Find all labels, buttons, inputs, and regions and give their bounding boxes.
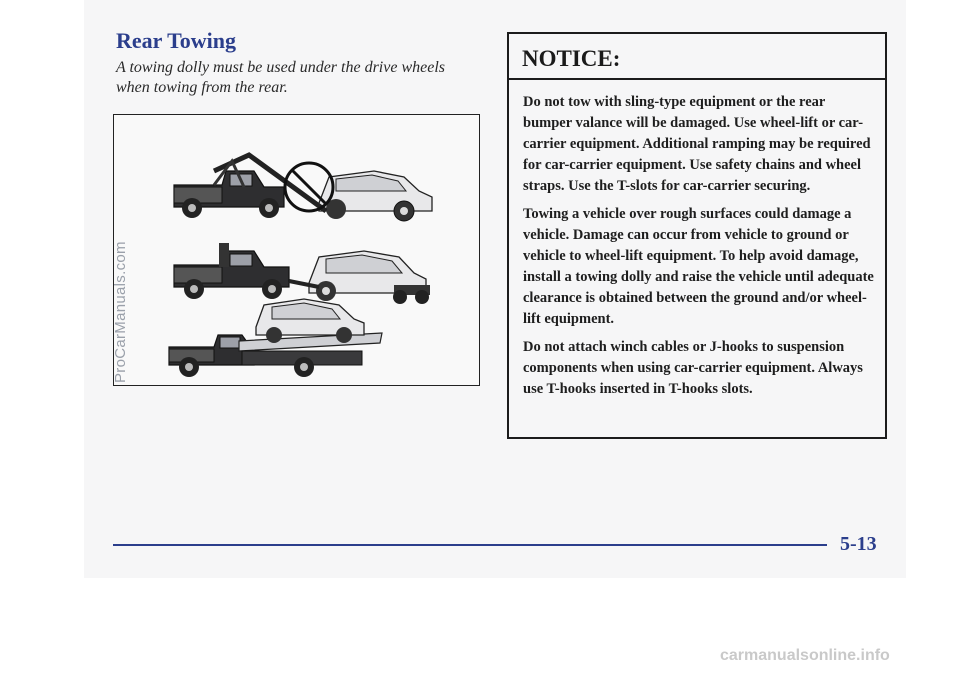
towing-illustration: [113, 114, 480, 386]
notice-paragraph: Do not tow with sling-type equipment or the rear bumper valance will be damaged. Use wheel-lift or car-carrier equipment. Additional ramping may be required for car-carrier equipment. Use safety chains and wheel straps. Use the T-slots for car-carrier securing.: [523, 94, 871, 194]
section-intro: A towing dolly must be used under the drive wheels when towing from the rear.: [116, 59, 445, 96]
side-watermark: ProCarManuals.com: [112, 241, 129, 383]
towing-methods-drawing: [114, 115, 478, 384]
footer-watermark: carmanualsonline.info: [720, 647, 890, 664]
wheel-lift-truck-icon: [174, 243, 430, 304]
notice-paragraph: Do not attach winch cables or J-hooks to suspension components when using car-carrier equipment. Always use T-hooks inserted in T-hooks slots.: [523, 339, 863, 397]
section-title: Rear Towing: [116, 28, 237, 53]
car-carrier-truck-icon: [169, 299, 382, 377]
sling-tow-truck-icon: [174, 155, 432, 221]
notice-paragraph: Towing a vehicle over rough surfaces could damage a vehicle. Damage can occur from vehicle to ground or vehicle to wheel-lift equipment. To help avoid damage, install a towing dolly and raise the vehicle until adequate clearance is obtained between the ground and/or wheel-lift equipment.: [523, 206, 874, 327]
notice-box: [507, 32, 887, 439]
page-number: 5-13: [840, 533, 877, 555]
footer-rule: [113, 544, 827, 546]
notice-heading: NOTICE:: [509, 34, 885, 80]
notice-body: [509, 80, 885, 400]
